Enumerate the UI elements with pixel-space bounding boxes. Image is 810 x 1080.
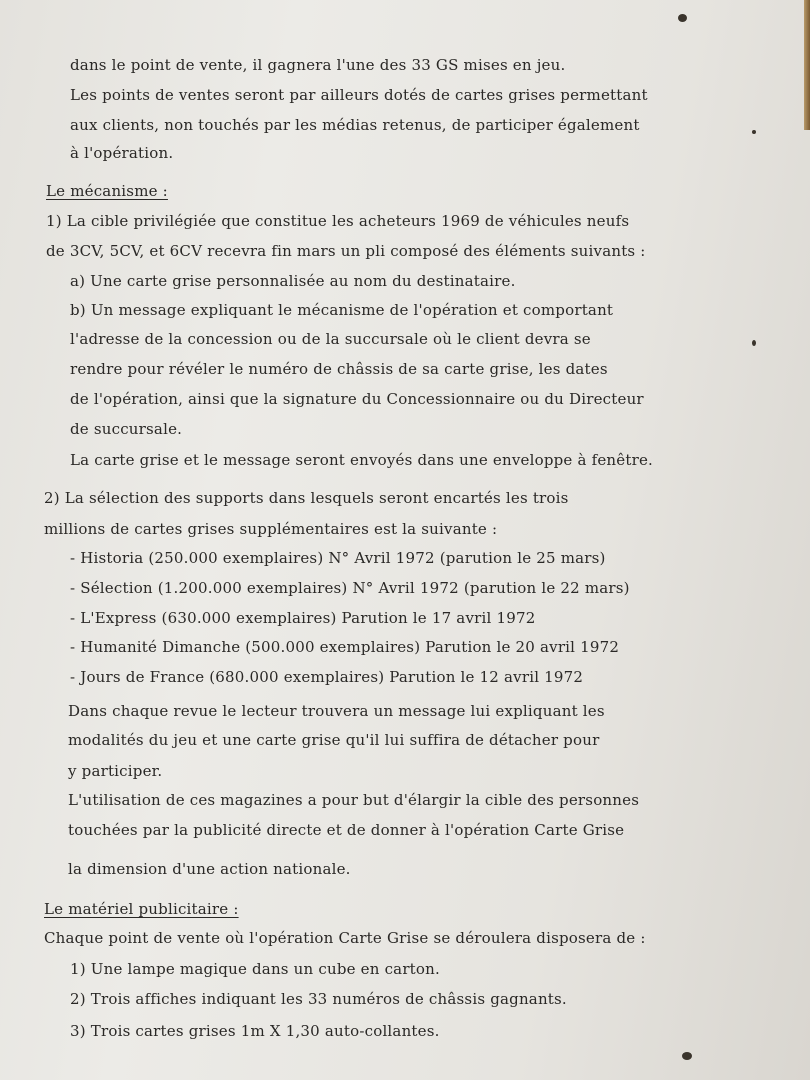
list-item: b) Un message expliquant le mécanisme de l'opération et comportant: [70, 301, 614, 319]
text-line: de l'opération, ainsi que la signature du Concessionnaire ou du Directeur: [70, 390, 644, 408]
text-line: rendre pour révéler le numéro de châssis de sa carte grise, les dates: [70, 360, 608, 378]
text-line: 2) La sélection des supports dans lesquels seront encartés les trois: [44, 489, 569, 507]
text-line: y participer.: [68, 762, 163, 780]
list-item: 1) Une lampe magique dans un cube en carton.: [70, 960, 440, 978]
text-line: 1) La cible privilégiée que constitue les acheteurs 1969 de véhicules neufs: [46, 212, 630, 230]
support-item: - Historia (250.000 exemplaires) N° Avril 1972 (parution le 25 mars): [70, 549, 606, 567]
text-line: touchées par la publicité directe et de donner à l'opération Carte Grise: [68, 821, 625, 839]
text-line: l'adresse de la concession ou de la succursale où le client devra se: [70, 330, 591, 348]
text-line: Les points de ventes seront par ailleurs dotés de cartes grises permettant: [70, 86, 648, 104]
text-line: modalités du jeu et une carte grise qu'il lui suffira de détacher pour: [68, 731, 600, 749]
support-item: - Jours de France (680.000 exemplaires) Parution le 12 avril 1972: [70, 668, 584, 686]
text-line: à l'opération.: [70, 144, 174, 162]
list-item: 2) Trois affiches indiquant les 33 numéros de châssis gagnants.: [70, 990, 567, 1008]
list-item: a) Une carte grise personnalisée au nom du destinataire.: [70, 272, 516, 290]
text-line: de succursale.: [70, 420, 183, 438]
section-heading-mecanisme: Le mécanisme :: [46, 182, 168, 200]
text-line: la dimension d'une action nationale.: [68, 860, 351, 878]
text-line: aux clients, non touchés par les médias retenus, de participer également: [70, 116, 640, 134]
text-line: Chaque point de vente où l'opération Carte Grise se déroulera disposera de :: [44, 929, 646, 947]
support-item: - Humanité Dimanche (500.000 exemplaires) Parution le 20 avril 1972: [70, 638, 620, 656]
text-line: Dans chaque revue le lecteur trouvera un message lui expliquant les: [68, 702, 605, 720]
text-line: millions de cartes grises supplémentaires est la suivante :: [44, 520, 498, 538]
text-line: de 3CV, 5CV, et 6CV recevra fin mars un pli composé des éléments suivants :: [46, 242, 646, 260]
text-line: La carte grise et le message seront envoyés dans une enveloppe à fenêtre.: [70, 451, 653, 469]
section-heading-materiel: Le matériel publicitaire :: [44, 900, 239, 918]
list-item: 3) Trois cartes grises 1m X 1,30 auto-collantes.: [70, 1022, 440, 1040]
support-item: - L'Express (630.000 exemplaires) Parution le 17 avril 1972: [70, 609, 536, 627]
text-line: dans le point de vente, il gagnera l'une des 33 GS mises en jeu.: [70, 56, 566, 74]
support-item: - Sélection (1.200.000 exemplaires) N° Avril 1972 (parution le 22 mars): [70, 579, 630, 597]
text-line: L'utilisation de ces magazines a pour but d'élargir la cible des personnes: [68, 791, 640, 809]
